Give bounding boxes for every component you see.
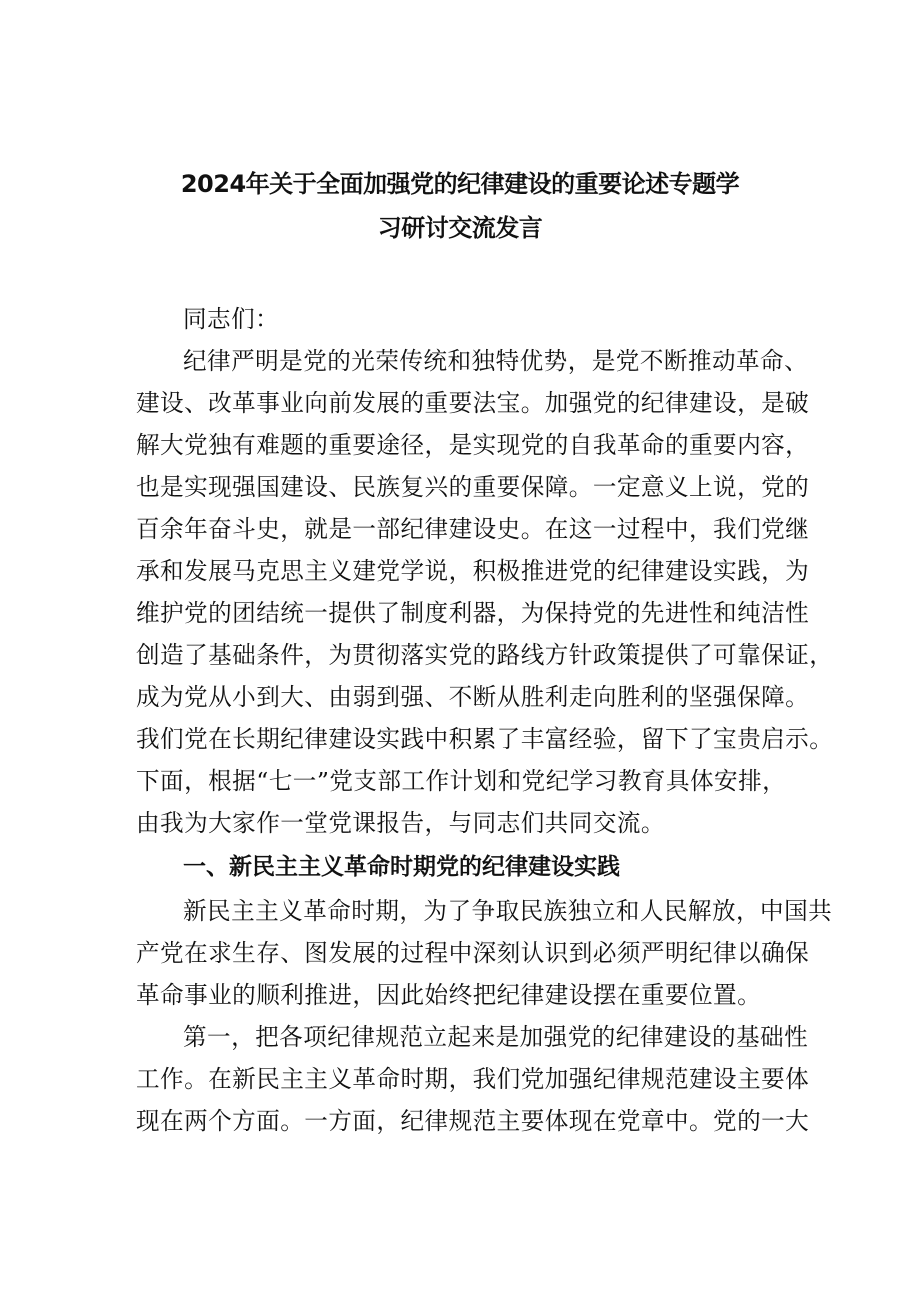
point-paragraph-line: 现在两个方面。一方面，纪律规范主要体现在党章中。党的一大 <box>136 1107 810 1135</box>
intro-line: 由我为大家作一堂党课报告，与同志们共同交流。 <box>136 809 665 837</box>
point-paragraph-line: 工作。在新民主主义革命时期，我们党加强纪律规范建设主要体 <box>136 1065 810 1093</box>
section-paragraph-line: 新民主主义革命时期，为了争取民族独立和人民解放，中国共 <box>183 897 833 925</box>
section-heading: 一、新民主主义革命时期党的纪律建设实践 <box>183 854 620 880</box>
intro-line: 创造了基础条件，为贯彻落实党的路线方针政策提供了可靠保证， <box>136 641 834 669</box>
intro-line: 纪律严明是党的光荣传统和独特优势，是党不断推动革命、 <box>183 347 809 375</box>
intro-line: 百余年奋斗史，就是一部纪律建设史。在这一过程中，我们党继 <box>136 515 810 543</box>
intro-line: 也是实现强国建设、民族复兴的重要保障。一定意义上说，党的 <box>136 473 810 501</box>
intro-line: 下面，根据“七一”党支部工作计划和党纪学习教育具体安排， <box>136 767 787 795</box>
salutation: 同志们： <box>183 305 280 333</box>
document-title-line-1: 2024年关于全面加强党的纪律建设的重要论述专题学 <box>180 170 740 198</box>
document-title-line-2: 习研讨交流发言 <box>377 214 543 242</box>
section-paragraph-line: 革命事业的顺利推进，因此始终把纪律建设摆在重要位置。 <box>136 981 762 1009</box>
intro-line: 建设、改革事业向前发展的重要法宝。加强党的纪律建设，是破 <box>136 389 810 417</box>
section-paragraph-line: 产党在求生存、图发展的过程中深刻认识到必须严明纪律以确保 <box>136 939 810 967</box>
point-paragraph-line: 第一，把各项纪律规范立起来是加强党的纪律建设的基础性 <box>183 1023 809 1051</box>
intro-line: 解大党独有难题的重要途径，是实现党的自我革命的重要内容， <box>136 431 810 459</box>
intro-line: 承和发展马克思主义建党学说，积极推进党的纪律建设实践，为 <box>136 557 810 585</box>
intro-line: 我们党在长期纪律建设实践中积累了丰富经验，留下了宝贵启示。 <box>136 725 834 753</box>
intro-line: 成为党从小到大、由弱到强、不断从胜利走向胜利的坚强保障。 <box>136 683 810 711</box>
intro-line: 维护党的团结统一提供了制度利器，为保持党的先进性和纯洁性 <box>136 599 810 627</box>
